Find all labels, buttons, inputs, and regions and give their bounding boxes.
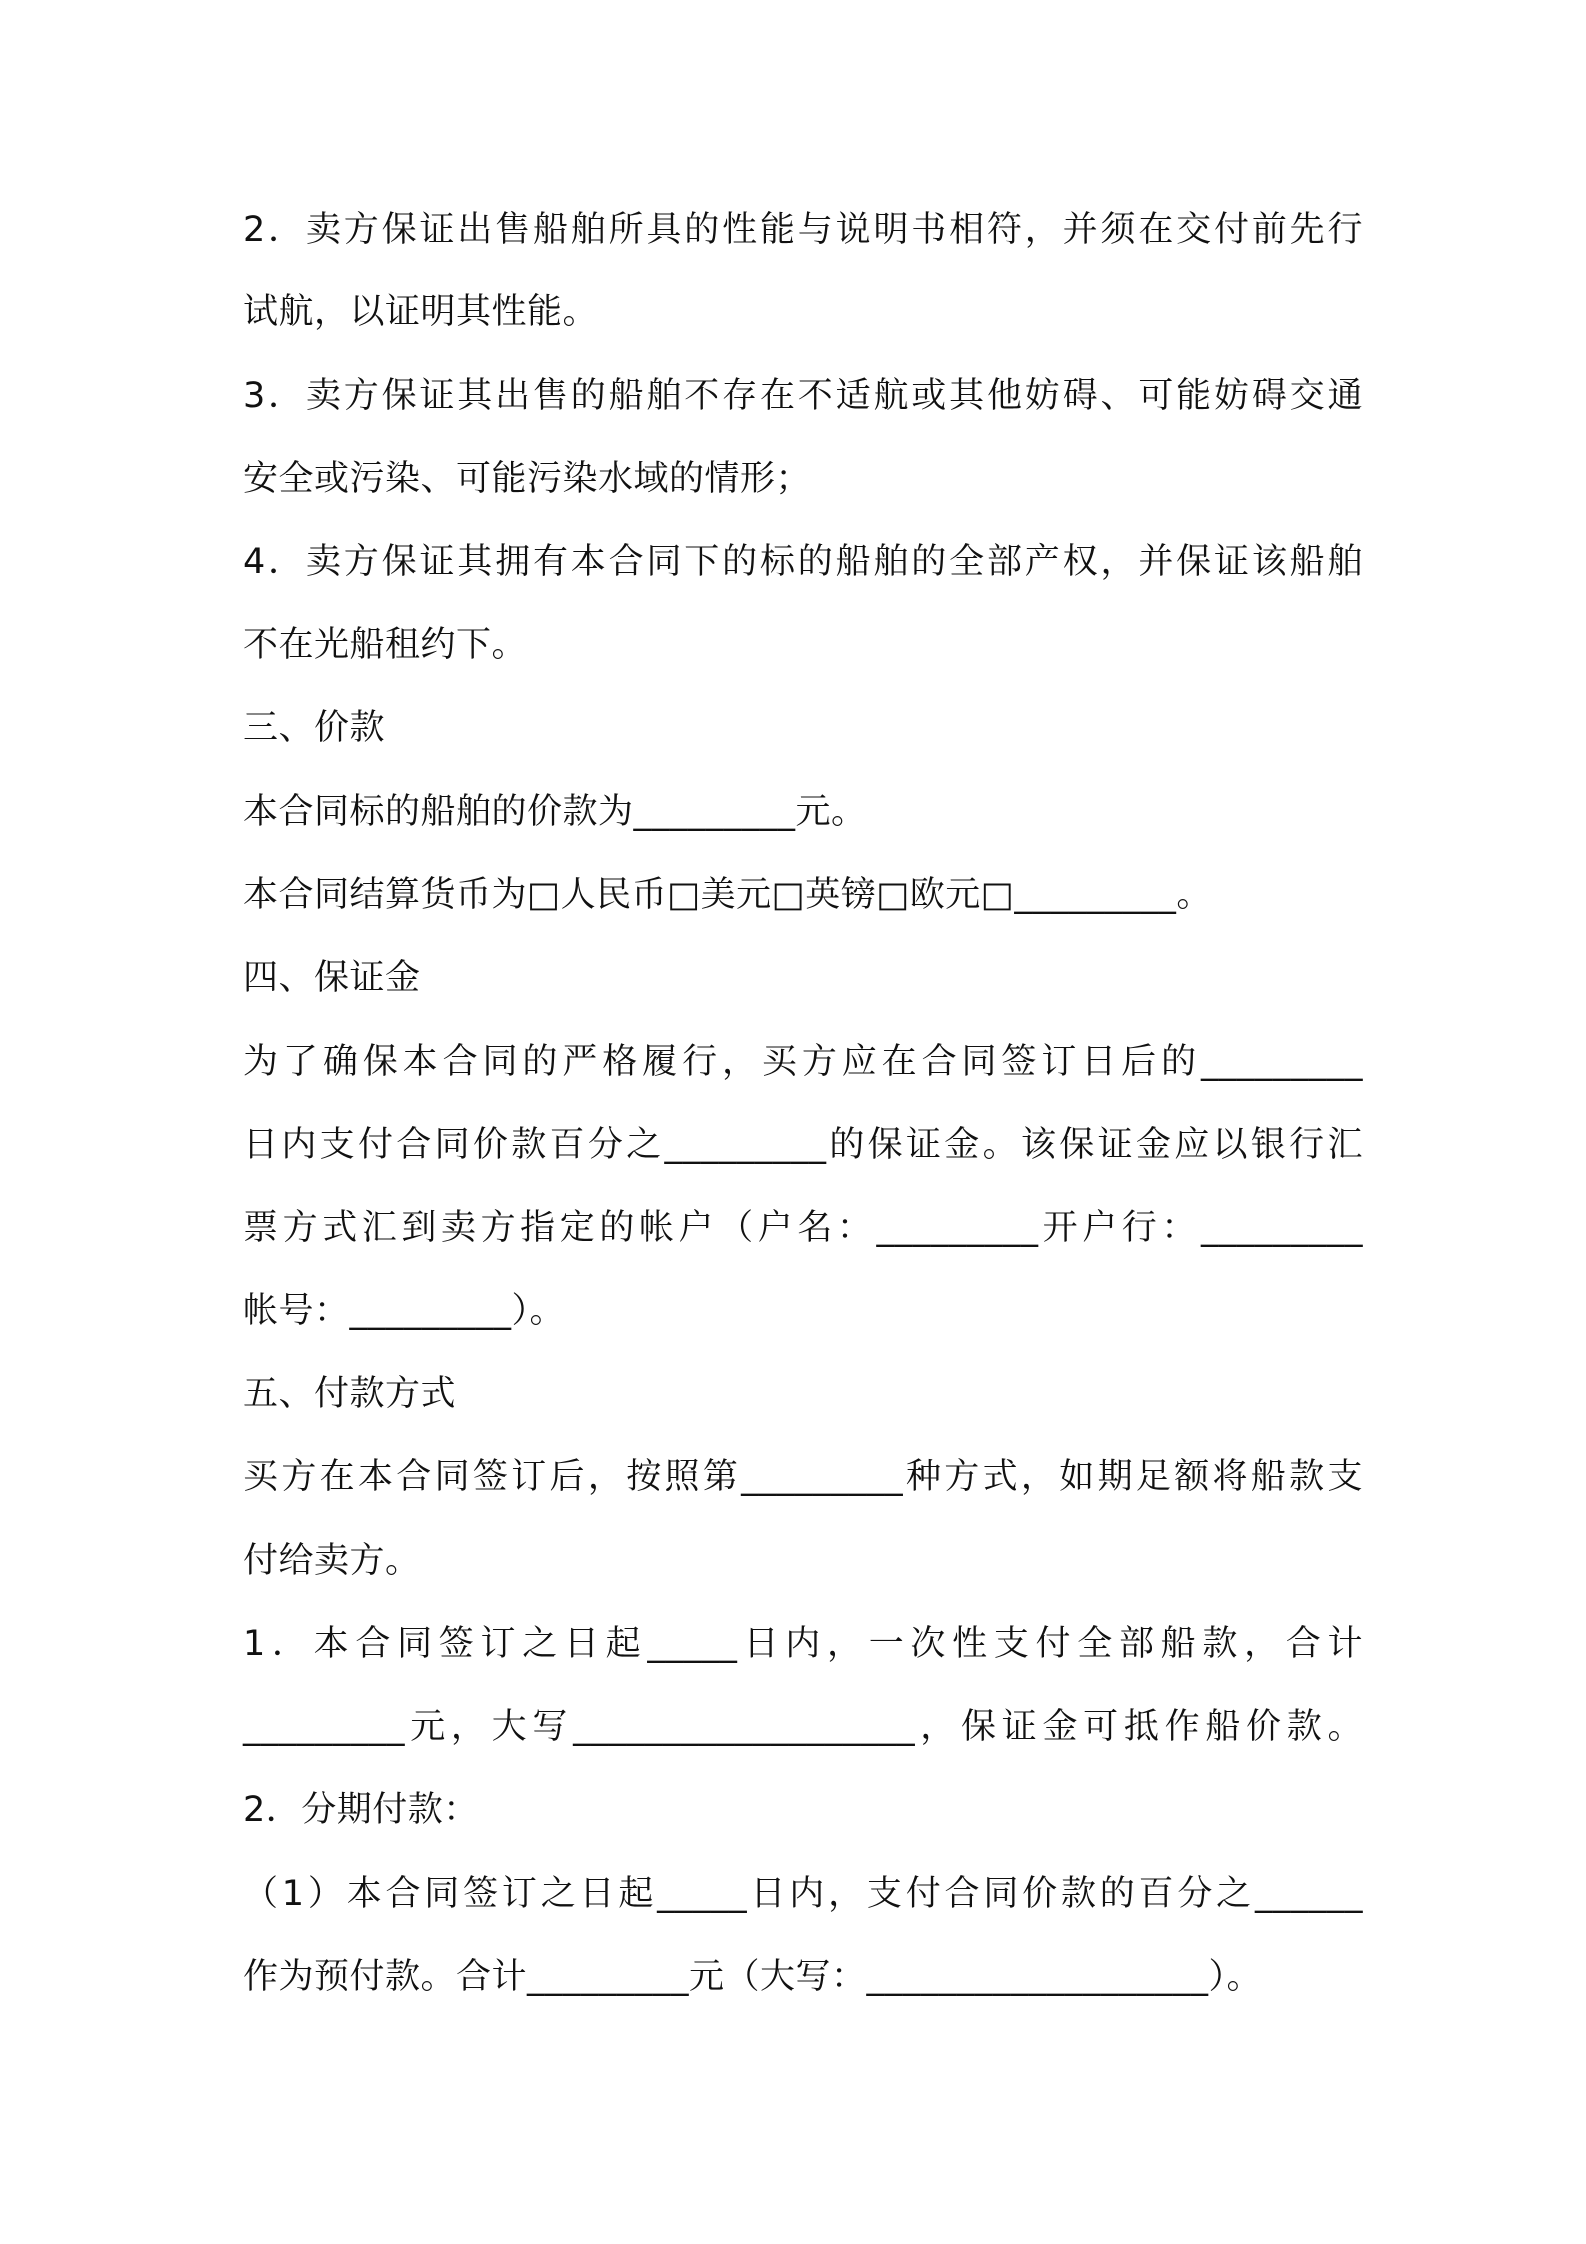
section-4-heading: 四、保证金 [243, 958, 421, 998]
clause-4-line-1: 4．卖方保证其拥有本合同下的标的船舶的全部产权，并保证该船舶 [243, 542, 1363, 582]
installment-1-line-1: （1）本合同签订之日起_____日内，支付合同价款的百分之______ [243, 1874, 1363, 1914]
payment-option-1-line-1: 1．本合同签订之日起_____日内，一次性支付全部船款，合计 [243, 1624, 1363, 1664]
payment-line-2: 付给卖方。 [243, 1541, 421, 1581]
section-5-heading: 五、付款方式 [243, 1374, 457, 1414]
deposit-line-2: 日内支付合同价款百分之_________的保证金。该保证金应以银行汇 [243, 1125, 1363, 1165]
payment-option-2-heading: 2．分期付款： [243, 1790, 479, 1830]
payment-line-1: 买方在本合同签订后，按照第_________种方式，如期足额将船款支 [243, 1457, 1363, 1497]
clause-3-line-1: 3．卖方保证其出售的船舶不存在不适航或其他妨碍、可能妨碍交通 [243, 376, 1363, 416]
payment-option-1-line-2: _________元，大写___________________，保证金可抵作船价款。 [243, 1707, 1363, 1747]
price-line: 本合同标的船舶的价款为_________元。 [243, 792, 867, 832]
clause-2-line-1: 2．卖方保证出售船舶所具的性能与说明书相符，并须在交付前先行 [243, 210, 1363, 250]
clause-2-line-2: 试航，以证明其性能。 [243, 292, 599, 332]
clause-4-line-2: 不在光船租约下。 [243, 625, 528, 665]
clause-3-line-2: 安全或污染、可能污染水域的情形； [243, 459, 812, 499]
currency-line: 本合同结算货币为□人民币□美元□英镑□欧元□_________。 [243, 875, 1212, 915]
deposit-line-3: 票方式汇到卖方指定的帐户（户名：_________开户行：_________ [243, 1208, 1363, 1248]
section-3-heading: 三、价款 [243, 708, 386, 748]
installment-1-line-2: 作为预付款。合计_________元（大写：___________________）。 [243, 1957, 1263, 1997]
deposit-line-1: 为了确保本合同的严格履行，买方应在合同签订日后的_________ [243, 1042, 1363, 1082]
deposit-line-4: 帐号：_________）。 [243, 1291, 566, 1331]
